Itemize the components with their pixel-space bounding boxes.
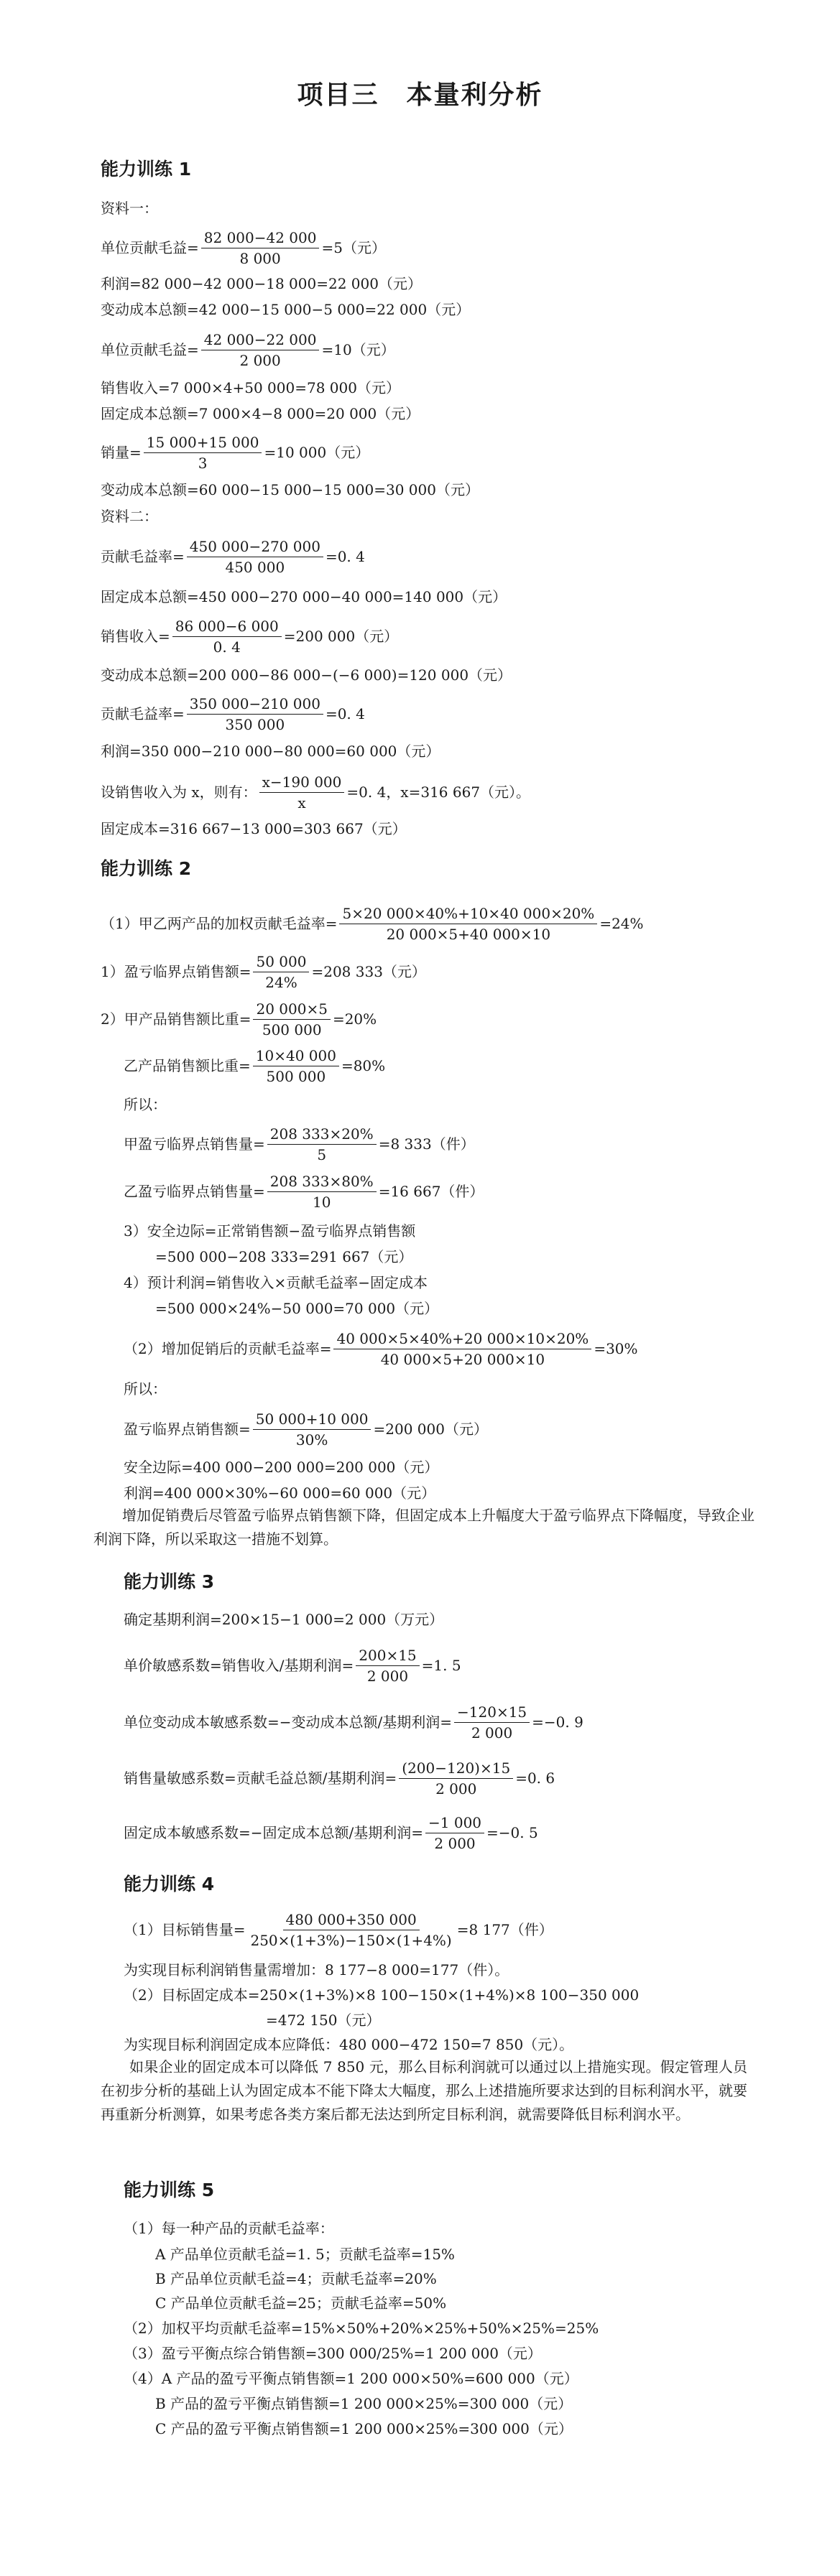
formula-line: 甲盈亏临界点销售量= $\frac{208 333\times 20\%}{5}$ =8 333（件） (124, 1125, 475, 1163)
formula-line: 固定成本=316 667−13 000=303 667（元） (101, 820, 407, 837)
formula-line: 1）盈亏临界点销售额= $\frac{50 000}{24\%}$ =208 333（元） (101, 952, 426, 991)
formula-line: 为实现目标利润固定成本应降低：480 000−472 150=7 850（元）。 (124, 2036, 574, 2053)
page-title: 项目三 本量利分析 (297, 80, 543, 110)
formula-line: 变动成本总额=60 000−15 000−15 000=30 000（元） (101, 481, 479, 498)
formula-line: A 产品单位贡献毛益=1. 5；贡献毛益率=15% (155, 2246, 455, 2263)
formula-line: B 产品的盈亏平衡点销售额=1 200 000×25%=300 000（元） (155, 2395, 573, 2412)
formula-line: （1）目标销售量= $\frac{480 000+350 000}{250\times(1+3\%)-150\times(1+4\%)}$ =8 177（件） (124, 1910, 553, 1949)
formula-line: 乙产品销售额比重= $\frac{10\times 40 000}{500 000}$ =80% (124, 1046, 386, 1085)
fraction: $\frac{450 000-270 000}{450 000}$ (187, 538, 323, 576)
fraction: $\frac{-1 000}{2 000}$ (425, 1814, 484, 1852)
fraction: $\frac{-120\times 15}{2 000}$ (454, 1703, 530, 1742)
fraction: $\frac{15 000+15 000}{3}$ (144, 434, 262, 472)
formula-line: 贡献毛益率= $\frac{350 000-210 000}{350 000}$ =0. 4 (101, 694, 365, 733)
fraction: $\frac{208 333\times 80\%}{10}$ (267, 1173, 377, 1211)
fraction: $\frac{86 000-6 000}{0. 4}$ (172, 618, 282, 656)
formula-line: 销售量敏感系数=贡献毛益总额/基期利润= $\frac{(200-120)\times 15}{2 000}$ =0. 6 (124, 1759, 555, 1798)
fraction: $\frac{200\times 15}{2 000}$ (356, 1647, 419, 1685)
formula-line: （1）甲乙两产品的加权贡献毛益率= $\frac{5\times 20 000\times 40\%+10\times 40 000\times 20\%}{20 000\times 5+40 000\times 10}$ =24% (101, 904, 644, 943)
material-two-label: 资料二： (101, 508, 158, 525)
formula-line: 设销售收入为 x，则有： $\frac{x-190 000}{x}$ =0. 4，x=316 667（元）。 (101, 773, 531, 812)
formula-line: 利润=400 000×30%−60 000=60 000（元） (124, 1484, 436, 1502)
formula-line: 安全边际=400 000−200 000=200 000（元） (124, 1459, 439, 1476)
formula-line: 4）预计利润=销售收入×贡献毛益率−固定成本 (124, 1274, 428, 1291)
formula-line: =500 000×24%−50 000=70 000（元） (155, 1300, 439, 1317)
formula-line: （1）每一种产品的贡献毛益率： (124, 2220, 334, 2237)
formula-line: C 产品单位贡献毛益=25；贡献毛益率=50% (155, 2294, 447, 2312)
paragraph: 增加促销费后尽管盈亏临界点销售额下降，但固定成本上升幅度大于盈亏临界点下降幅度，导致企业利润下降，所以采取这一措施不划算。 (93, 1507, 754, 1548)
section-heading-5: 能力训练 5 (124, 2180, 215, 2200)
section-heading-2: 能力训练 2 (101, 858, 192, 879)
fraction: $\frac{10\times 40 000}{500 000}$ (253, 1047, 339, 1085)
formula-line: （2）增加促销后的贡献毛益率= $\frac{40 000\times 5\times 40\%+20 000\times 10\times 20\%}{40 000\times 5+20 000\times 10}$ =30% (124, 1329, 638, 1368)
formula-line: 固定成本敏感系数=−固定成本总额/基期利润= $\frac{-1 000}{2 000}$ =−0. 5 (124, 1813, 538, 1852)
formula-line: 利润=350 000−210 000−80 000=60 000（元） (101, 743, 440, 760)
fraction: $\frac{208 333\times 20\%}{5}$ (267, 1125, 377, 1163)
formula-line: 2）甲产品销售额比重= $\frac{20 000\times 5}{500 000}$ =20% (101, 1000, 377, 1038)
formula-line: C 产品的盈亏平衡点销售额=1 200 000×25%=300 000（元） (155, 2420, 573, 2437)
formula-line: 3）安全边际=正常销售额−盈亏临界点销售额 (124, 1222, 416, 1240)
section-heading-3: 能力训练 3 (124, 1571, 215, 1592)
fraction: $\frac{42 000-22 000}{2 000}$ (201, 331, 320, 369)
fraction: $\frac{82 000-42 000}{8 000}$ (201, 229, 320, 267)
material-one-label: 资料一： (101, 200, 158, 217)
formula-line: 单价敏感系数=销售收入/基期利润= $\frac{200\times 15}{2 000}$ =1. 5 (124, 1646, 461, 1685)
formula-line: 变动成本总额=200 000−86 000−(−6 000)=120 000（元） (101, 666, 512, 684)
fraction: $\frac{20 000\times 5}{500 000}$ (253, 1000, 330, 1038)
formula-line: 销售收入=7 000×4+50 000=78 000（元） (101, 379, 400, 396)
formula-line: 单位贡献毛益= $\frac{82 000-42 000}{8 000}$ =5（元） (101, 228, 386, 267)
formula-line: 固定成本总额=7 000×4−8 000=20 000（元） (101, 405, 420, 422)
fraction: $\frac{350 000-210 000}{350 000}$ (187, 695, 323, 733)
section-heading-1: 能力训练 1 (101, 159, 192, 180)
formula-line: 贡献毛益率= $\frac{450 000-270 000}{450 000}$ =0. 4 (101, 537, 365, 576)
formula-line: 单位变动成本敏感系数=−变动成本总额/基期利润= $\frac{-120\times 15}{2 000}$ =−0. 9 (124, 1703, 583, 1742)
formula-line: （2）目标固定成本=250×(1+3%)×8 100−150×(1+4%)×8 100−350 000 (124, 1986, 640, 2004)
formula-line: 销量= $\frac{15 000+15 000}{3}$ =10 000（元） (101, 433, 370, 472)
formula-line: 固定成本总额=450 000−270 000−40 000=140 000（元） (101, 588, 507, 605)
formula-line: 所以： (124, 1096, 167, 1113)
fraction: $\frac{40 000\times 5\times 40\%+20 000\times 10\times 20\%}{40 000\times 5+20 000\times 10}$ (333, 1330, 591, 1368)
formula-line: （2）加权平均贡献毛益率=15%×50%+20%×25%+50%×25%=25% (124, 2320, 599, 2337)
fraction: $\frac{x-190 000}{x}$ (259, 773, 345, 812)
formula-line: （3）盈亏平衡点综合销售额=300 000/25%=1 200 000（元） (124, 2345, 542, 2362)
formula-line: 确定基期利润=200×15−1 000=2 000（万元） (124, 1611, 444, 1628)
fraction: $\frac{480 000+350 000}{250\times(1+3\%)-150\times(1+4\%)}$ (250, 1910, 452, 1949)
paragraph: 如果企业的固定成本可以降低 7 850 元，那么目标利润就可以通过以上措施实现。假定管理人员在初步分析的基础上认为固定成本不能下降太大幅度，那么上述措施所要求达到的目标利润水平，就要再重新分析测算，如果考虑各类方案后都无法达到所定目标利润，就需要降低目标利润水平。 (101, 2058, 747, 2123)
fraction: $\frac{5\times 20 000\times 40\%+10\times 40 000\times 20\%}{20 000\times 5+40 000\times 10}$ (339, 905, 597, 943)
formula-line: 为实现目标利润销售量需增加：8 177−8 000=177（件）。 (124, 1961, 509, 1979)
formula-line: 利润=82 000−42 000−18 000=22 000（元） (101, 275, 422, 292)
section-heading-4: 能力训练 4 (124, 1874, 215, 1894)
formula-line: =500 000−208 333=291 667（元） (155, 1248, 413, 1265)
formula-line: =472 150（元） (266, 2012, 381, 2029)
formula-line: 变动成本总额=42 000−15 000−5 000=22 000（元） (101, 301, 471, 318)
formula-line: 单位贡献毛益= $\frac{42 000-22 000}{2 000}$ =10（元） (101, 330, 395, 369)
fraction: $\frac{50 000}{24\%}$ (253, 953, 309, 991)
formula-line: 所以： (124, 1380, 167, 1398)
formula-line: B 产品单位贡献毛益=4；贡献毛益率=20% (155, 2270, 437, 2287)
formula-line: 乙盈亏临界点销售量= $\frac{208 333\times 80\%}{10}$ =16 667（件） (124, 1172, 484, 1211)
formula-line: 盈亏临界点销售额= $\frac{50 000+10 000}{30\%}$ =200 000（元） (124, 1410, 488, 1449)
fraction: $\frac{(200-120)\times 15}{2 000}$ (399, 1759, 513, 1798)
formula-line: 销售收入= $\frac{86 000-6 000}{0. 4}$ =200 000（元） (101, 617, 399, 656)
fraction: $\frac{50 000+10 000}{30\%}$ (253, 1410, 371, 1449)
formula-line: （4）A 产品的盈亏平衡点销售额=1 200 000×50%=600 000（元） (124, 2370, 578, 2387)
